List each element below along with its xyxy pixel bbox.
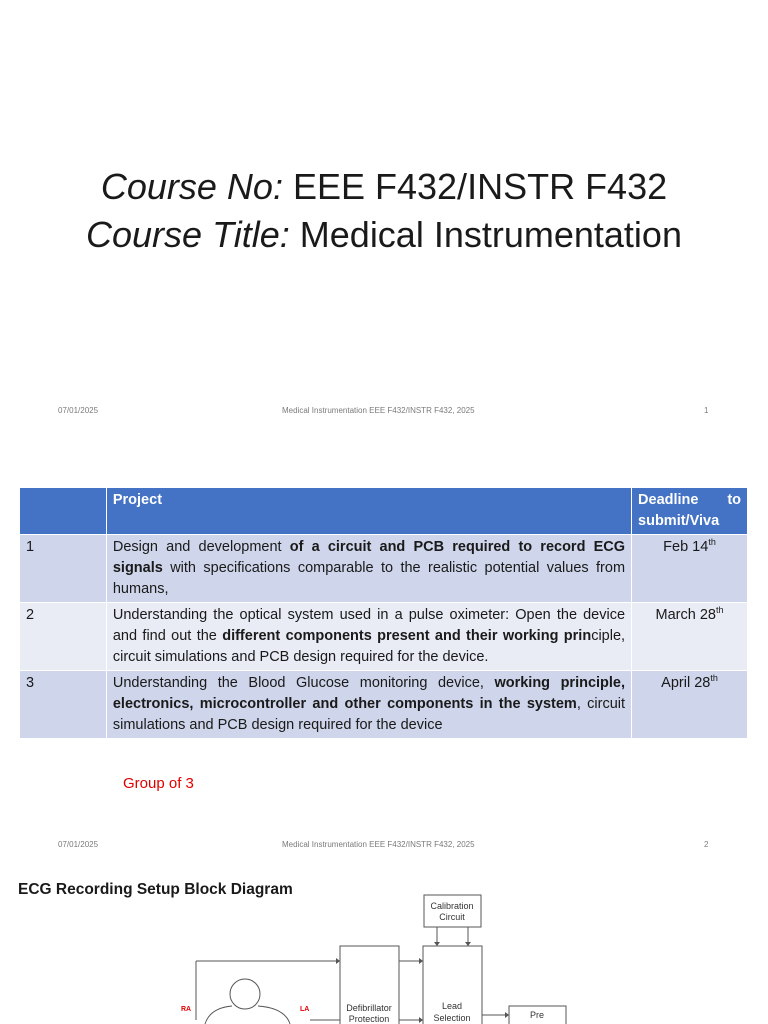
lead-label-2: Selection: [433, 1013, 471, 1023]
header-project: Project: [106, 488, 631, 535]
lead-label-1: Lead: [441, 1001, 463, 1011]
deadline-suffix: th: [710, 673, 718, 684]
arrow-head: [465, 942, 471, 946]
course-number-line: [0, 166, 768, 208]
slide2-footer-title: Medical Instrumentation EEE F432/INSTR F432, 2025: [282, 840, 475, 849]
row-number: 3: [20, 671, 107, 739]
arrow-head: [434, 942, 440, 946]
desc-text: with specifications comparable to the realistic potential values from humans,: [112, 560, 626, 597]
desc-text: Understanding the optical system used in a pulse oximeter: Open the device and find out the: [112, 607, 626, 644]
table-row: [20, 671, 748, 739]
arrow-head: [419, 958, 423, 964]
table-row: [20, 603, 748, 671]
course-title-line: [0, 214, 768, 256]
course-number-label: Course No:: [100, 166, 283, 207]
desc-text: ciple, circuit simulations and PCB design required for the device.: [112, 628, 626, 665]
row-description: [106, 671, 631, 739]
desc-bold: different components present and their working prin: [222, 628, 592, 644]
calibration-label-2: Circuit: [439, 912, 465, 922]
row-deadline: [632, 535, 748, 603]
human-head: [230, 979, 260, 1009]
header-deadline-word: Deadline: [638, 492, 699, 508]
slide-1: [0, 0, 768, 432]
deadline-suffix: th: [715, 605, 724, 616]
slide1-footer-page: 1: [704, 406, 709, 415]
desc-text: , circuit simulations and PCB design required for the device: [112, 696, 626, 733]
deadline-text: March 28: [655, 607, 716, 623]
ecg-block-diagram: [0, 890, 768, 1024]
defib-label-2: Protection: [348, 1014, 390, 1024]
header-deadline: [632, 488, 748, 535]
diagram-title: ECG Recording Setup Block Diagram: [18, 881, 293, 898]
table-header-row: [20, 488, 748, 535]
course-title-value: Medical Instrumentation: [299, 214, 682, 255]
row-description: [106, 535, 631, 603]
desc-bold: working principle, electronics, microcontroller and other components in the system: [112, 675, 626, 712]
course-title-label: Course Title:: [86, 214, 290, 255]
slide2-footer-page: 2: [704, 840, 709, 849]
row-description: [106, 603, 631, 671]
slide1-footer-title: Medical Instrumentation EEE F432/INSTR F432, 2025: [282, 406, 475, 415]
arrow-head: [419, 1017, 423, 1023]
deadline-text: Feb 14: [663, 539, 709, 555]
deadline-suffix: th: [708, 537, 716, 548]
ra-label: RA: [181, 1006, 192, 1013]
row-number: 2: [20, 603, 107, 671]
course-number-value: EEE F432/INSTR F432: [292, 166, 668, 207]
row-deadline: [632, 603, 748, 671]
header-number: [20, 488, 107, 535]
slide2-footer-date: 07/01/2025: [58, 840, 99, 849]
desc-bold: of a circuit and PCB required to record ECG signals: [112, 539, 626, 576]
row-number: 1: [20, 535, 107, 603]
preamp-label: Pre: [529, 1010, 545, 1020]
row-deadline: [632, 671, 748, 739]
deadline-text: April 28: [661, 675, 711, 691]
arrow-head: [505, 1012, 509, 1018]
calibration-box: [424, 895, 481, 927]
desc-text: Understanding the Blood Glucose monitoring device,: [112, 675, 495, 691]
header-deadline-to: to: [727, 492, 741, 508]
defib-label-1: Defibrillator: [346, 1003, 392, 1013]
desc-text: Design and development: [112, 539, 290, 555]
calibration-label-1: Calibration: [430, 901, 474, 911]
table-row: [20, 535, 748, 603]
project-table: [19, 487, 748, 739]
la-label: LA: [300, 1006, 310, 1013]
group-note: Group of 3: [123, 775, 194, 792]
arrow-head: [336, 958, 340, 964]
slide1-footer-date: 07/01/2025: [58, 406, 99, 415]
header-deadline-submit: submit/Viva: [638, 513, 720, 529]
